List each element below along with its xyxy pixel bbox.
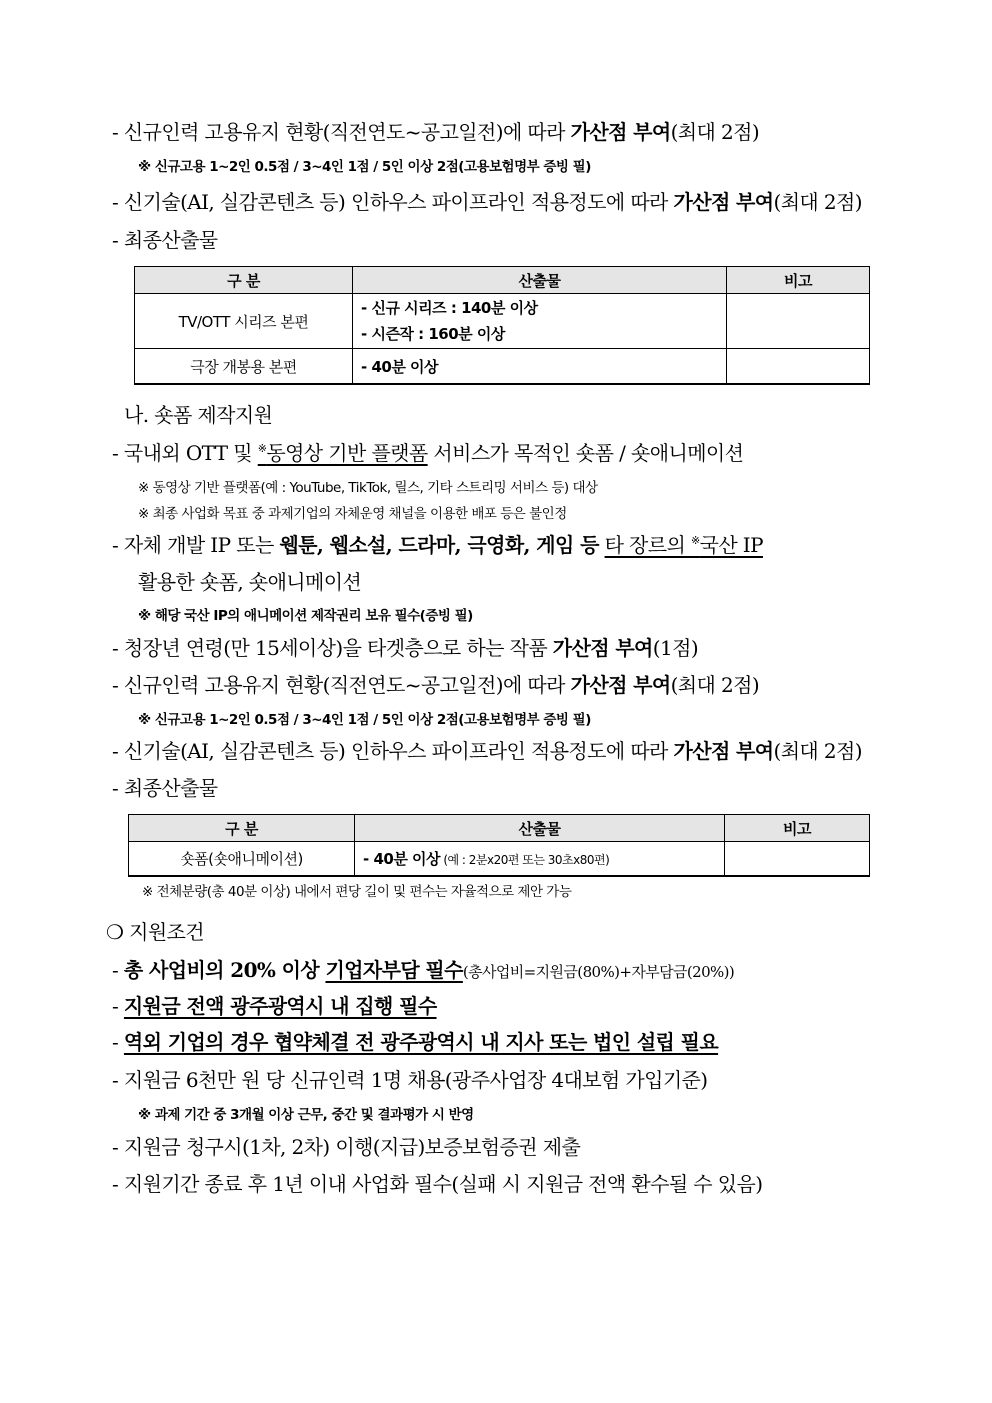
circle-bullet-icon: ❍ (106, 920, 124, 944)
cell-category: TV/OTT 시리즈 본편 (135, 294, 353, 349)
bullet-domestic-ip-continued: 활용한 숏폼, 숏애니메이션 (138, 570, 362, 594)
bullet-domestic-ip (112, 529, 763, 558)
note-flexible-episodes: ※ 전체분량(총 40분 이상) 내에서 편당 길이 및 편수는 자율적으로 제안 가능 (142, 884, 572, 900)
bullet-employment-bonus (112, 669, 759, 698)
bullet-ott-platform (112, 437, 743, 466)
header-category: 구 분 (135, 267, 353, 294)
underlined-text: 타 장르의 (604, 533, 691, 557)
bullet-text: - 신규인력 고용유지 현황(직전연도~공고일전)에 따라 (112, 120, 571, 144)
bullet-text-tail: (1점) (652, 636, 699, 660)
platform-underlined (258, 441, 428, 465)
bonus-emphasis: 가산점 부여 (673, 190, 774, 214)
bullet-text: - 신기술(AI, 실감콘텐츠 등) 인하우스 파이프라인 적용정도에 따라 (112, 739, 674, 763)
table-row (135, 349, 870, 385)
bullet-tech-bonus (112, 735, 862, 764)
header-remark: 비고 (725, 815, 870, 842)
header-output: 산출물 (353, 267, 727, 294)
note-employment-scoring: ※ 신규고용 1~2인 0.5점 / 3~4인 1점 / 5인 이상 2점(고용보험명부 증빙 필) (138, 712, 591, 728)
condition-branch-required (112, 1026, 718, 1055)
cell-output (355, 842, 725, 877)
bullet-text-tail: (최대 2점) (773, 739, 862, 763)
bonus-emphasis: 가산점 부여 (552, 636, 653, 660)
condition-commercialization: - 지원기간 종료 후 1년 이내 사업화 필수(실패 시 지원금 전액 환수될 수 있음) (112, 1172, 763, 1196)
output-line: - 신규 시리즈 : 140분 이상 (361, 299, 538, 317)
bullet-youth-target (112, 632, 698, 661)
cell-remark (725, 842, 870, 877)
condition-underlined: 역외 기업의 경우 협약체결 전 광주광역시 내 지사 또는 법인 설립 필요 (123, 1030, 719, 1054)
table-header-row (129, 815, 870, 842)
table-header-row (135, 267, 870, 294)
bonus-emphasis: 가산점 부여 (673, 739, 774, 763)
bullet-employment-bonus (112, 116, 759, 145)
bullet-text-tail: (최대 2점) (670, 673, 760, 697)
bonus-emphasis: 가산점 부여 (570, 120, 671, 144)
cell-remark (727, 349, 870, 385)
bullet-text-tail: 서비스가 목적인 숏폼 / 숏애니메이션 (427, 441, 744, 465)
output-example: (예 : 2분x20편 또는 30초x80편) (440, 853, 610, 867)
condition-text: 총 사업비의 20% 이상 (123, 958, 326, 982)
cell-output (353, 294, 727, 349)
genre-emphasis: 웹툰, 웹소설, 드라마, 극영화, 게임 등 (279, 533, 599, 557)
note-self-channel-excluded: ※ 최종 사업화 목표 중 과제기업의 자체운영 채널을 이용한 배포 등은 불인정 (138, 506, 567, 522)
header-category: 구 분 (129, 815, 355, 842)
output-table-series (134, 266, 870, 385)
output-line: - 시즌작 : 160분 이상 (361, 325, 505, 343)
condition-self-funding (112, 954, 734, 983)
dash: - (112, 958, 124, 982)
bullet-text: - 국내외 OTT 및 (112, 441, 258, 465)
bullet-text: - 신기술(AI, 실감콘텐츠 등) 인하우스 파이프라인 적용정도에 따라 (112, 190, 674, 214)
note-ip-rights: ※ 해당 국산 IP의 애니메이션 제작권리 보유 필수(증빙 필) (138, 608, 473, 624)
header-output: 산출물 (355, 815, 725, 842)
note-employment-scoring: ※ 신규고용 1~2인 0.5점 / 3~4인 1점 / 5인 이상 2점(고용보험명부 증빙 필) (138, 159, 591, 175)
cell-category: 숏폼(숏애니메이션) (129, 842, 355, 877)
reference-mark: ※ (690, 534, 700, 547)
bullet-final-output: - 최종산출물 (112, 228, 218, 252)
table-row (135, 294, 870, 349)
bonus-emphasis: 가산점 부여 (570, 673, 671, 697)
cell-category: 극장 개봉용 본편 (135, 349, 353, 385)
header-remark: 비고 (727, 267, 870, 294)
ip-underlined (605, 533, 763, 557)
table-row (129, 842, 870, 877)
cell-remark (727, 294, 870, 349)
bullet-text-tail: (최대 2점) (670, 120, 760, 144)
section-heading-shortform: 나. 숏폼 제작지원 (124, 403, 273, 427)
condition-hiring: - 지원금 6천만 원 당 신규인력 1명 채용(광주사업장 4대보험 가입기준) (112, 1068, 708, 1092)
bullet-tech-bonus (112, 186, 862, 215)
cell-output: - 40분 이상 (353, 349, 727, 385)
underlined-text: 국산 IP (699, 533, 763, 557)
reference-mark: ※ (257, 442, 267, 455)
bullet-text: - 신규인력 고용유지 현황(직전연도~공고일전)에 따라 (112, 673, 571, 697)
output-table-shortform (128, 814, 870, 877)
bullet-text-tail: (최대 2점) (773, 190, 862, 214)
condition-gwangju-spending (112, 990, 437, 1019)
bullet-text: - 자체 개발 IP 또는 (112, 533, 280, 557)
condition-underlined: 지원금 전액 광주광역시 내 집행 필수 (123, 994, 437, 1018)
dash: - (112, 1030, 124, 1054)
funding-formula: (총사업비=지원금(80%)+자부담금(20%)) (462, 963, 735, 981)
dash: - (112, 994, 124, 1018)
bullet-text: - 청장년 연령(만 15세이상)을 타겟층으로 하는 작품 (112, 636, 553, 660)
condition-underlined: 기업자부담 필수 (325, 958, 463, 982)
conditions-heading (106, 916, 204, 945)
note-platform-examples: ※ 동영상 기반 플랫폼(예 : YouTube, TikTok, 릴스, 기타 스트리밍 서비스 등) 대상 (138, 480, 598, 496)
output-duration: - 40분 이상 (363, 850, 441, 868)
condition-guarantee-insurance: - 지원금 청구시(1차, 2차) 이행(지급)보증보험증권 제출 (112, 1135, 581, 1159)
underlined-text: 동영상 기반 플랫폼 (266, 441, 428, 465)
conditions-title: 지원조건 (129, 920, 204, 944)
note-hiring-period: ※ 과제 기간 중 3개월 이상 근무, 중간 및 결과평가 시 반영 (138, 1107, 474, 1123)
bullet-final-output: - 최종산출물 (112, 776, 218, 800)
